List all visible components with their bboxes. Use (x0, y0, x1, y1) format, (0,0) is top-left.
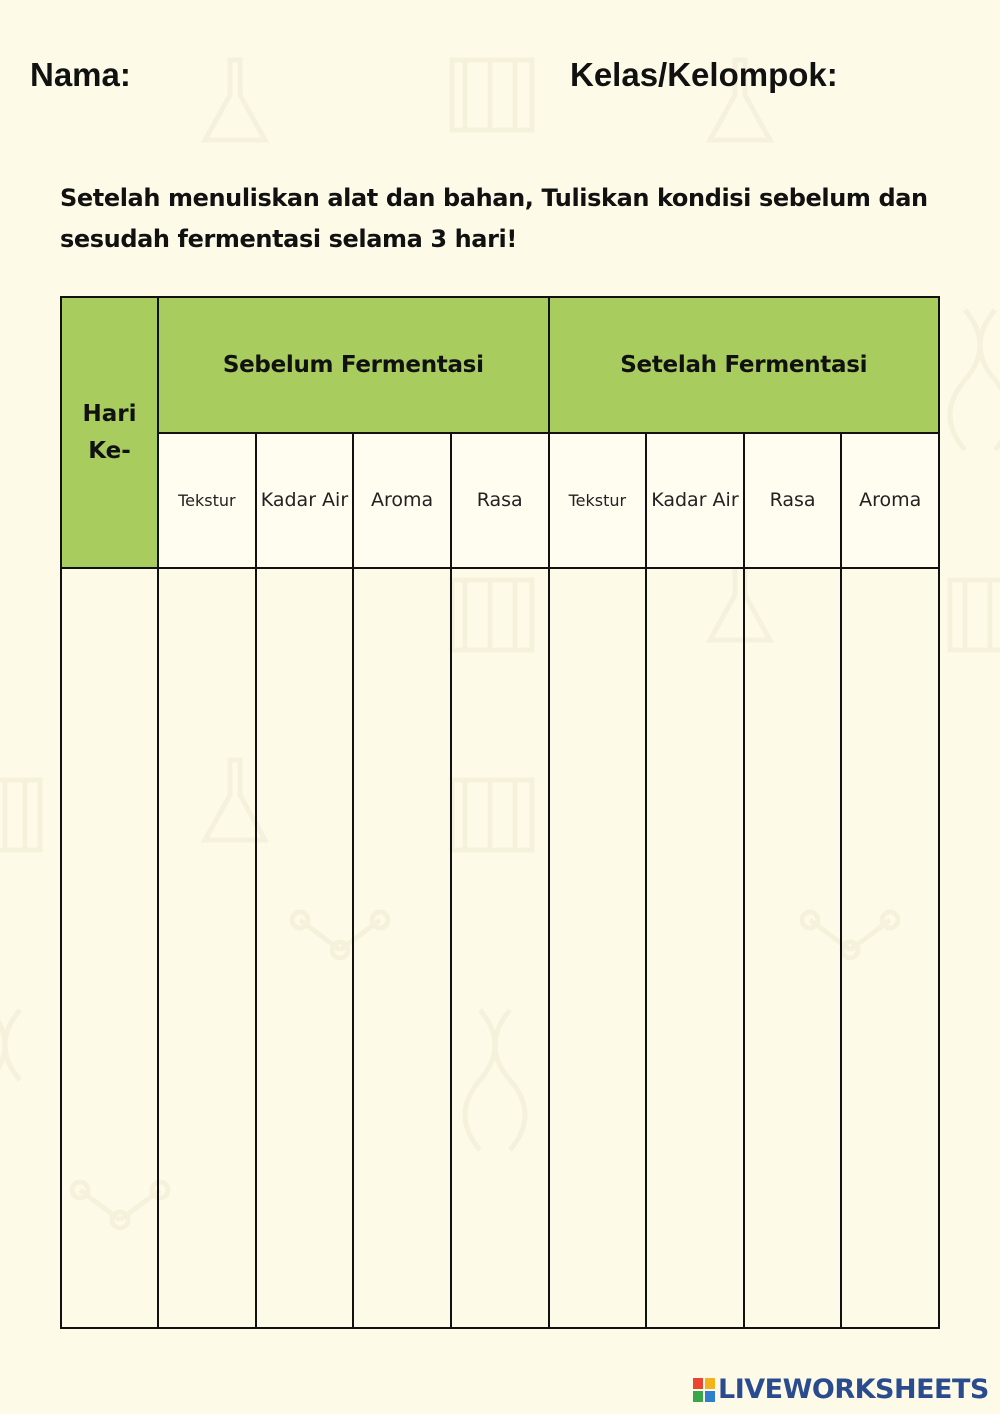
test-tube-rack-icon (0, 780, 40, 850)
table-header-row (61, 297, 939, 433)
day-column-header: Hari Ke- (61, 297, 158, 568)
dna-icon (950, 310, 1000, 450)
answer-cell-before-tekstur[interactable] (158, 568, 256, 1328)
table-answer-row (61, 568, 939, 1328)
flask-icon (205, 60, 265, 140)
subheader-after-tekstur: Tekstur (549, 433, 647, 568)
subheader-before-tekstur: Tekstur (158, 433, 256, 568)
answer-cell-after-aroma[interactable] (841, 568, 939, 1328)
subheader-before-aroma: Aroma (353, 433, 451, 568)
test-tube-rack-icon (950, 580, 1000, 650)
subheader-after-rasa: Rasa (744, 433, 842, 568)
class-group-field-label: Kelas/Kelompok: (570, 56, 838, 93)
subheader-after-aroma: Aroma (841, 433, 939, 568)
answer-cell-after-kadar-air[interactable] (646, 568, 744, 1328)
name-field-label: Nama: (30, 56, 131, 93)
answer-cell-before-rasa[interactable] (451, 568, 549, 1328)
subheader-before-kadar-air: Kadar Air (256, 433, 354, 568)
answer-cell-before-kadar-air[interactable] (256, 568, 354, 1328)
table-subheader-row (61, 433, 939, 568)
answer-cell-before-aroma[interactable] (353, 568, 451, 1328)
subheader-after-kadar-air: Kadar Air (646, 433, 744, 568)
dna-icon (0, 1010, 20, 1080)
liveworksheets-logo-text: LIVEWORKSHEETS (718, 1374, 989, 1405)
liveworksheets-logo[interactable] (693, 1374, 989, 1405)
subheader-before-rasa: Rasa (451, 433, 549, 568)
answer-cell-day[interactable] (61, 568, 158, 1328)
test-tube-rack-icon (452, 60, 532, 130)
liveworksheets-logo-mark-icon (693, 1378, 715, 1402)
instruction-text: Setelah menuliskan alat dan bahan, Tuliskan kondisi sebelum dan sesudah fermentasi selama 3 hari! (60, 184, 928, 253)
answer-cell-after-tekstur[interactable] (549, 568, 647, 1328)
observation-table (60, 296, 940, 1329)
after-fermentation-header: Setelah Fermentasi (549, 297, 940, 433)
answer-cell-after-rasa[interactable] (744, 568, 842, 1328)
before-fermentation-header: Sebelum Fermentasi (158, 297, 549, 433)
